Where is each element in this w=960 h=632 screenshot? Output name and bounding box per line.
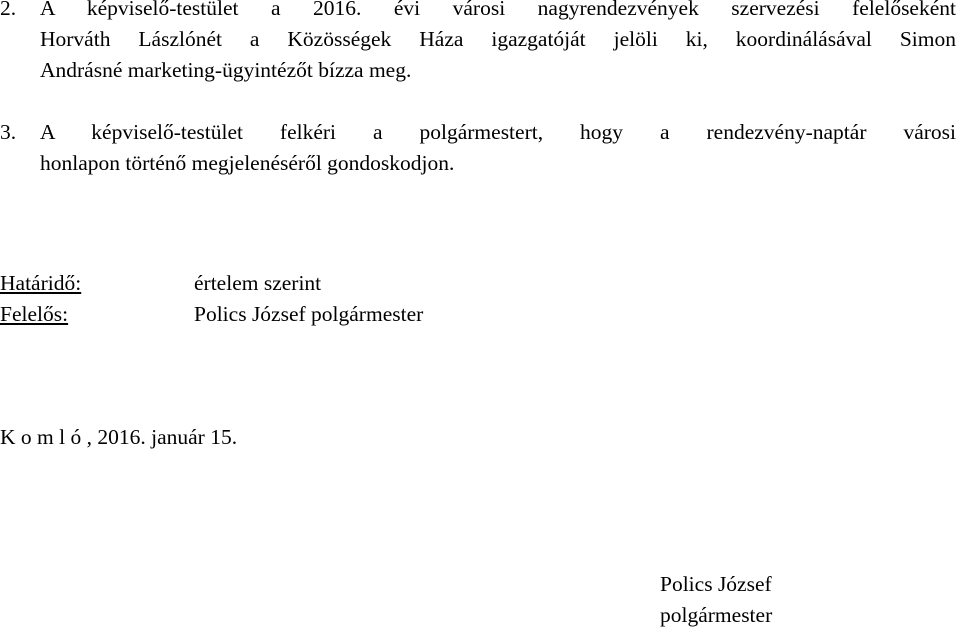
deadline-value: értelem szerint — [194, 271, 322, 295]
item-3-line-2: honlapon történő megjelenéséről gondoskodjon. — [40, 151, 455, 175]
item-3-line-1: 3. A képviselő-testület felkéri a polgármestert, hogy a rendezvény-naptár városi — [0, 117, 956, 148]
signature-title: polgármester — [660, 603, 773, 627]
responsible-label: Felelős: — [0, 302, 69, 326]
signature-name: Polics József — [660, 572, 772, 596]
deadline-row — [0, 268, 940, 299]
resolution-item-3 — [0, 117, 956, 179]
item-3-number: 3. — [0, 120, 17, 144]
item-2-line-3: Andrásné marketing-ügyintézőt bízza meg. — [40, 58, 412, 82]
item-2-number: 2. — [0, 0, 17, 20]
responsibility-block — [0, 268, 940, 330]
signature-block — [660, 569, 772, 631]
item-2-line-1: 2. A képviselő-testület a 2016. évi városi nagyrendezvények szervezési felelőseként — [0, 0, 956, 24]
item-2-line-2: Horváth Lászlónét a Közösségek Háza igazgatóját jelöli ki, koordinálásával Simon — [40, 27, 956, 51]
deadline-label: Határidő: — [0, 271, 82, 295]
resolution-item-2 — [0, 0, 956, 86]
responsible-value: Polics József polgármester — [194, 302, 424, 326]
place-and-date: K o m l ó , 2016. január 15. — [0, 425, 238, 449]
responsible-row — [0, 299, 940, 330]
